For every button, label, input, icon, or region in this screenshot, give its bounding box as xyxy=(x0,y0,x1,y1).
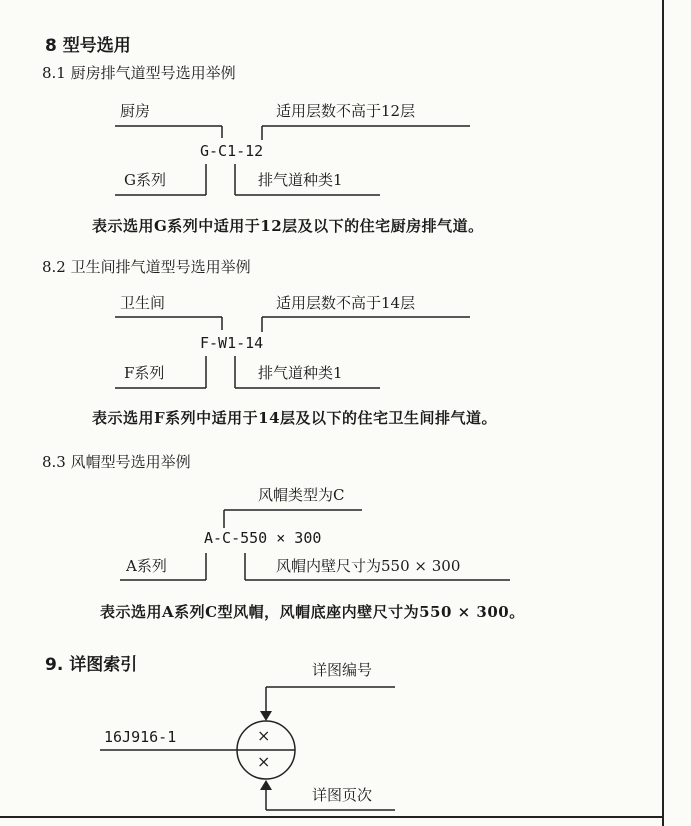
section9-heading: 9. 详图索引 xyxy=(45,655,138,675)
detail-number-symbol: × xyxy=(257,726,271,745)
atlas-code-label: 16J916-1 xyxy=(104,728,177,746)
s81-model-code: G-C1-12 xyxy=(200,142,264,160)
s83-label-series: A系列 xyxy=(126,557,167,575)
s82-label-type: 排气道种类1 xyxy=(258,364,343,382)
section8-heading: 8 型号选用 xyxy=(45,36,131,56)
detail-page-label: 详图页次 xyxy=(312,786,373,804)
s83-title: 8.3 风帽型号选用举例 xyxy=(42,453,191,471)
s81-label-series: G系列 xyxy=(124,171,166,189)
s83-label-cap-type: 风帽类型为C xyxy=(258,486,345,504)
s81-label-floors: 适用层数不高于12层 xyxy=(276,102,416,120)
s82-label-bathroom: 卫生间 xyxy=(120,294,166,312)
detail-page-symbol: × xyxy=(257,752,271,771)
s82-description: 表示选用F系列中适用于14层及以下的住宅卫生间排气道。 xyxy=(92,409,498,427)
s81-description: 表示选用G系列中适用于12层及以下的住宅厨房排气道。 xyxy=(92,217,484,235)
detail-no-arrow-icon xyxy=(260,711,272,721)
s83-description: 表示选用A系列C型风帽，风帽底座内壁尺寸为550 × 300。 xyxy=(100,603,525,621)
s83-model-code: A-C-550 × 300 xyxy=(204,529,322,547)
s82-model-code: F-W1-14 xyxy=(200,334,264,352)
s82-label-floors: 适用层数不高于14层 xyxy=(276,294,416,312)
detail-page-arrow-icon xyxy=(260,780,272,790)
s82-title: 8.2 卫生间排气道型号选用举例 xyxy=(42,258,251,276)
s81-label-kitchen: 厨房 xyxy=(120,102,151,120)
s81-label-type: 排气道种类1 xyxy=(258,171,343,189)
s82-label-series: F系列 xyxy=(124,364,165,382)
s81-title: 8.1 厨房排气道型号选用举例 xyxy=(42,64,236,82)
detail-number-label: 详图编号 xyxy=(312,661,373,679)
s83-label-size: 风帽内壁尺寸为550 × 300 xyxy=(276,557,461,575)
